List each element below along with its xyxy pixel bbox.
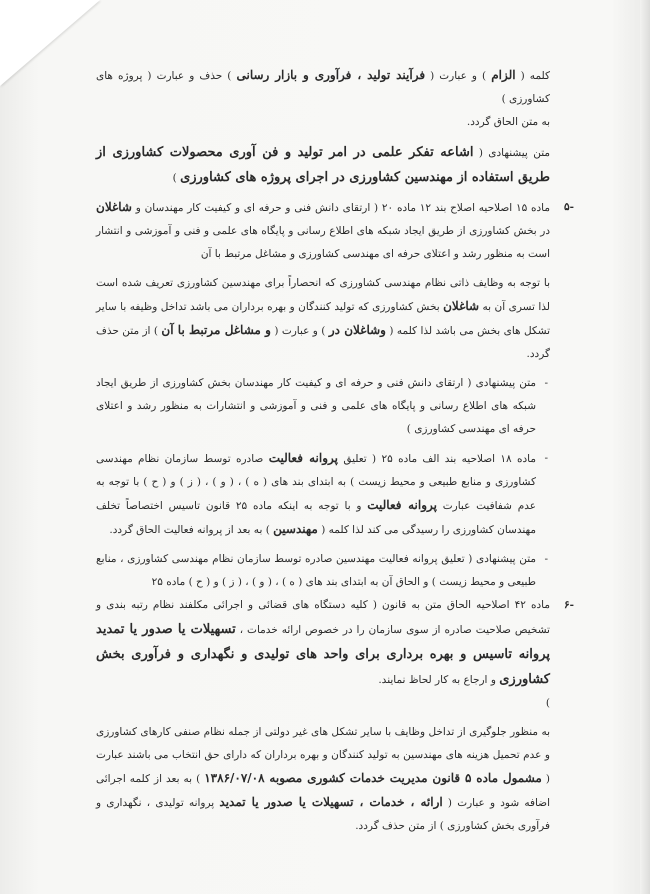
item-5: -۵ ماده ۱۵ اصلاحیه اصلاح بند ۱۲ ماده ۲۰ ( ارتقای دانش فنی و حرفه ای و کیفیت کار مهندسان و شاغلان در بخش کشاورزی از طریق ایجاد شبکه های اطلاع رسانی و پایگاه های علمی و فنی و آموزشی و انتشار است به منظور رشد و اعتلای حرفه ای مهندسی کشاورزی و مشاغل مرتبط با آن <box>96 196 550 266</box>
paragraph-1-end: به متن الحاق گردد. <box>466 116 550 128</box>
bullet-3: - متن پیشنهادی ( تعلیق پروانه فعالیت مهندسین صادره توسط سازمان نظام مهندسی کشاورزی ، منابع طبیعی و محیط زیست ) و الحاق آن به ابتدای بند های ( ه ) ، ( و ) ، ( ز ) و ( ح ) ماده ۲۵ <box>96 553 548 588</box>
document-body <box>96 64 574 838</box>
paragraph-1: کلمه ( الزام ) و عبارت ( فرآیند تولید ، فرآوری و بازار رسانی ) حذف و عبارت ( پروژه های کشاورزی ) <box>96 68 550 105</box>
paragraph-4: به منظور جلوگیری از تداخل وظایف با سایر تشکل های غیر دولتی از جمله نظام صنفی کارهای کشاورزی و عدم تحمیل هزینه های مهندسین به تولید کنندگان و بهره برداران که دارای حق انتخاب می باشند عبارت ( مشمول ماده ۵ قانون مدیریت خدمات کشوری مصوبه ۱۳۸۶/۰۷/۰۸ ) به بعد از کلمه اجرائی اضافه شود و عبارت ( ارائه ، خدمات ، تسهیلات یا صدور یا تمدید پروانه تولیدی ، نگهداری و فرآوری بخش کشاورزی ) از متن حذف گردد. <box>96 726 551 832</box>
page-edge-shadow <box>640 0 650 894</box>
paragraph-2: متن پیشنهادی ( اشاعه تفکر علمی در امر تولید و فن آوری محصولات کشاورزی از طریق استفاده از مهندسین کشاورزی در اجرای پروژه های کشاورزی ) <box>96 145 550 185</box>
item-5-number: -۵ <box>564 201 574 213</box>
item-6-number: -۶ <box>564 599 574 611</box>
bullet-1: - متن پیشنهادی ( ارتقای دانش فنی و حرفه ای و کیفیت کار مهندسان بخش کشاورزی از طریق ایجاد شبکه های اطلاع رسانی و پایگاه های علمی و فنی و آموزشی و انتشارات به منظور رشد و اعتلای حرفه ای مهندسی کشاورزی ) <box>96 377 548 435</box>
paragraph-3: با توجه به وظایف ذاتی نظام مهندسی کشاورزی که انحصاراً برای مهندسین کشاورزی تعریف شده است لذا تسری آن به شاغلان بخش کشاورزی که تولید کنندگان و بهره برداران می باشد تداخل وظیفه با سایر تشکل های بخش می باشد لذا کلمه ( وشاغلان در ) و عبارت ( و مشاغل مرتبط با آن ) از متن حذف گردد. <box>96 277 551 360</box>
bullet-2: - ماده ۱۸ اصلاحیه بند الف ماده ۲۵ ( تعلیق پروانه فعالیت صادره توسط سازمان نظام مهندسی کشاورزی و منابع طبیعی و محیط زیست ) به ابتدای بند های ( ه ) ، ( و ) ، ( ز ) و ( ح ) با توجه به عدم شفافیت عبارت پروانه فعالیت و با توجه به اینکه ماده ۲۵ قانون تاسیس اختصاصاً تخلف مهندسان کشاورزی را رسیدگی می کند لذا کلمه ( مهندسین ) به بعد از پروانه فعالیت الحاق گردد. <box>96 451 548 536</box>
folded-corner <box>0 0 100 86</box>
item-6: -۶ ماده ۴۲ اصلاحیه الحاق متن به قانون ( کلیه دستگاه های قضائی و اجرائی مکلفند نظام رتبه بندی و تشخیص صلاحیت صادره از سوی سازمان را در خصوص ارائه خدمات ، تسهیلات یا صدور یا تمدید پروانه تاسیس و بهره برداری برای واحد های تولیدی و نگهداری و فرآوری بخش کشاورزی و ارجاع به کار لحاظ نمایند. ) <box>96 594 550 715</box>
